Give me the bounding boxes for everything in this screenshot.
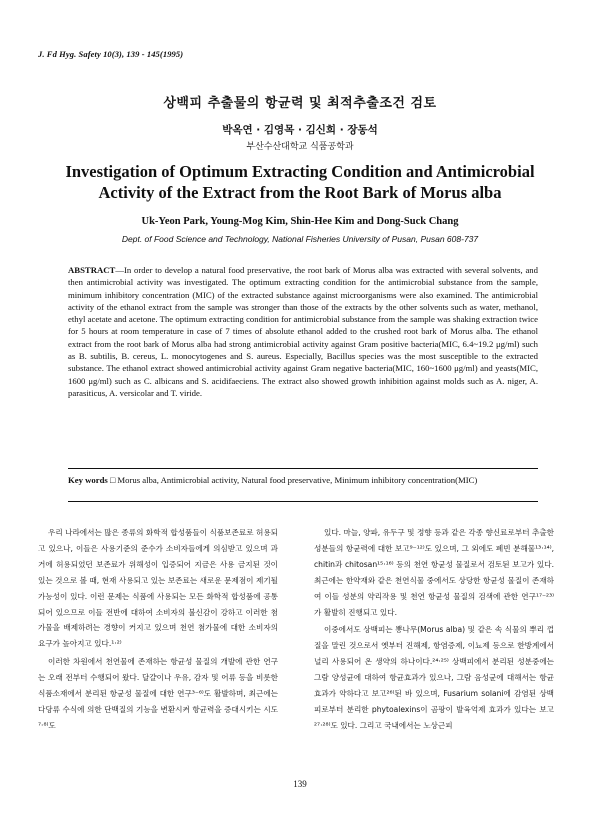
english-title-line-2: Activity of the Extract from the Root Bark of Morus alba: [98, 183, 502, 202]
keywords-top-rule: [68, 468, 538, 469]
body-paragraph: 이러한 차원에서 천연물에 존재하는 항균성 물질의 개발에 관한 연구는 오래 전부터 수행되어 왔다. 달걀이나 우유, 감자 및 어류 등을 비롯한 식품소재에서 분리된 항균성 물질에 대한 연구³⁻⁶⁾도 활발하며, 최근에는 다당류 수식에 의한 단백질의 기능을 변환시켜 항균력을 증대시키는 시도⁷·⁸⁾도: [38, 657, 278, 730]
english-title: [0, 161, 600, 203]
page-number: 139: [293, 779, 307, 789]
english-authors: Uk-Yeon Park, Young-Mog Kim, Shin-Hee Kim and Dong-Suck Chang: [141, 216, 459, 227]
body-column-right: [314, 525, 554, 734]
english-title-line-1: Investigation of Optimum Extracting Condition and Antimicrobial: [65, 162, 535, 181]
keywords-text: □ Morus alba, Antimicrobial activity, Natural food preservative, Minimum inhibitory concentration(MIC): [110, 475, 478, 485]
korean-authors: 박옥연 · 김영목 · 김신희 · 장동석: [222, 124, 378, 136]
abstract: [68, 264, 538, 399]
keywords-label: Key words: [68, 475, 108, 485]
body-paragraph: 있다. 마늘, 양파, 유두구 및 정향 등과 같은 각종 향신료로부터 추출한 성분들의 항균력에 대한 보고⁹⁻¹²⁾도 있으며, 그 외에도 폐빈 분해물¹³·¹⁴⁾, chitin과 chitosan¹⁵·¹⁶⁾ 등의 천연 항균성 물질로서 검토된 보고가 있다. 최근에는 한약재와 같은 천연식물 중에서도 상당한 항균성 물질이 존재하여 이들 성분의 약리작용 및 천연 항균성 물질의 검색에 관한 연구¹⁷⁻²³⁾가 활발히 진행되고 있다.: [314, 528, 554, 617]
body-paragraph: 이중에서도 상백피는 뽕나무(Morus alba) 및 같은 속 식물의 뿌리 껍질을 말린 것으로서 옛부터 진해제, 항염증제, 이뇨제 등으로 한방계에서 널리 사용되어 온 생약의 하나이다.²⁴·²⁵⁾ 상백피에서 분리된 성분중에는 그람 양성균에 대하여 항균효과가 있으나, 그람 음성균에 대해서는 항균효과가 약하다고 보고²⁶⁾된 바 있으며, Fusarium solani에 감염된 상백피로부터 분리한 phytoalexins이 곰팡이 발육억제 효과가 있다는 보고²⁷·²⁸⁾도 있다. 그리고 국내에서는 노상근피: [314, 625, 554, 730]
keywords-bottom-rule: [68, 501, 538, 502]
keywords: [68, 474, 538, 486]
body-column-left: [38, 525, 278, 734]
english-affiliation: Dept. of Food Science and Technology, National Fisheries University of Pusan, Pusan 608-737: [121, 234, 479, 244]
abstract-label: ABSTRACT: [68, 265, 116, 275]
body-paragraph: 우리 나라에서는 많은 종류의 화학적 합성품들이 식품보존료로 허용되고 있으나, 이들은 사용기준의 준수가 소비자들에게 의심받고 있으며 과거에 허용되었던 보존료가 위해성이 입증되어 지금은 사용 금지된 것이 있는 것으로 볼 때, 현재 사용되고 있는 보존료는 새로운 문제점이 제기될 가능성이 있다. 이런 문제는 식품에 사용되는 모든 화학적 합성품에 공통되어 있으므로 이들 전반에 대하여 소비자의 불신감이 강하고 이러한 첨가물을 배제하려는 경향이 커지고 있으며 천연 첨가물에 대한 소비자의 요구가 높아지고 있다.¹·²⁾: [38, 528, 278, 649]
abstract-text: —In order to develop a natural food preservative, the root bark of Morus alba was extracted with several solvents, and then antimicrobial activity was investigated. The optimum extracting condition for the antimicrobial substance from the sample, minimum inhibitory concentration (MIC) of the extracted substance against microorganisms were also examined. The antimicrobial activity of the ethanol extract from the sample was stronger than those of the extracts by the other solvents such as water, methanol, ethyl acetate and acetone. The optimum extracting condition for antimicrobial substance from the sample was shaking extraction twice for 5 hours at room temperature in case of 7 times of absolute ethanol added to the crushed root bark of Morus alba. The ethanol extract from the root bark of Morus alba had strong antimicrobial activity against Gram positive bacteria(MIC, 6.4~19.2 μg/ml) such as B. subtilis, B. cereus, L. monocytogenes and S. aureus. Especially, Bacillus species was the most susceptible to the extracted substance. The ethanol extract showed antimicrobial activity against Gram negative bacteria(MIC, 160~1600 μg/ml) and yeasts(MIC, 1600 μg/ml) such as C. albicans and S. acidifaeciens. The extract also showed growth inhibition against molds such as A. niger, A. parasiticus, A. versicolar and T. viride.: [68, 265, 538, 398]
korean-title: 상백피 추출물의 항균력 및 최적추출조건 검토: [163, 96, 437, 111]
journal-citation: J. Fd Hyg. Safety 10(3), 139 - 145(1995): [38, 49, 184, 59]
korean-affiliation: 부산수산대학교 식품공학과: [246, 142, 354, 152]
